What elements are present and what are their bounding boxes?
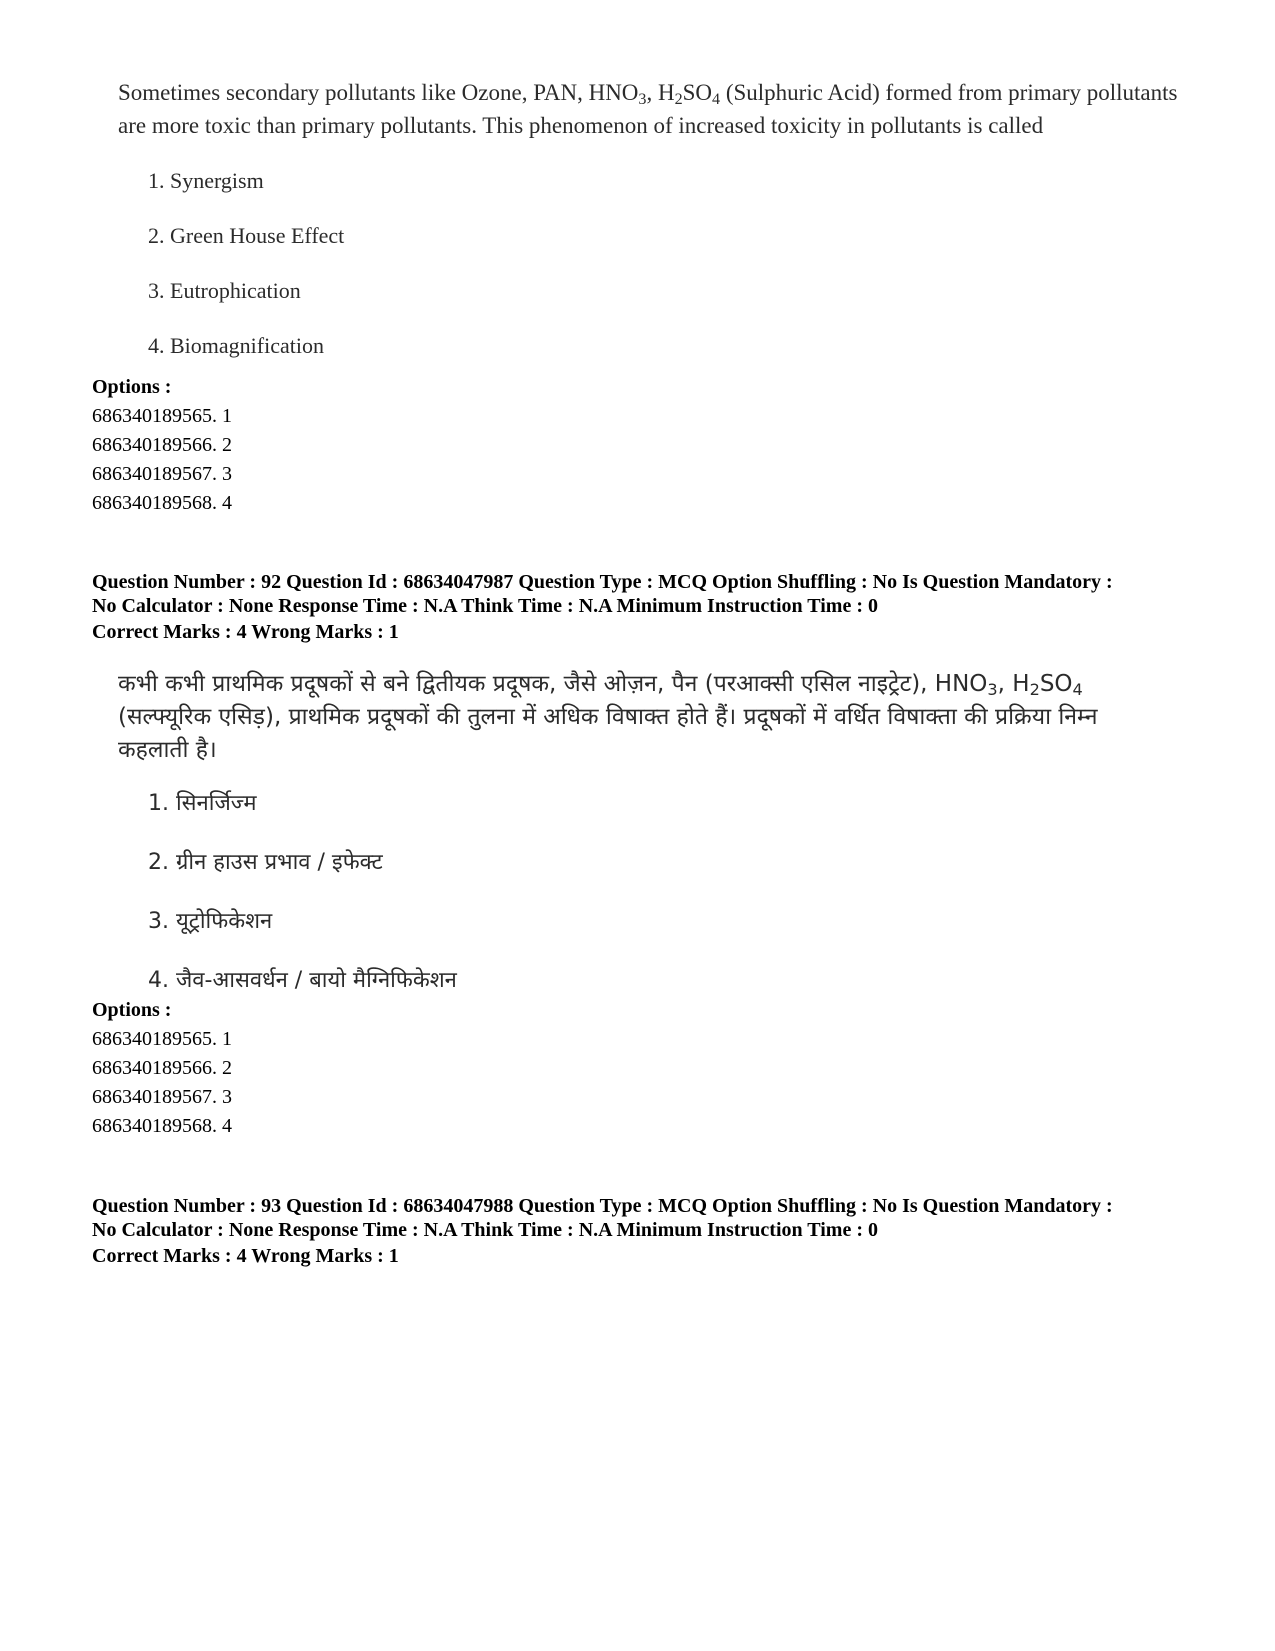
question-92-choices — [118, 775, 1168, 1011]
option-id: 686340189565. 1 — [92, 405, 232, 427]
question-91-text: Sometimes secondary pollutants like Ozone, PAN, $HNO_3$, $H_2SO_4$ (Sulphuric Acid) formed from primary pollutants are more toxic than primary pollutants. This phenomenon of increased toxicity in pollutants is called — [118, 80, 1178, 138]
choice-item: 4. जैव-आसवर्धन / बायो मैग्निफिकेशन — [148, 968, 457, 993]
choice-item: 4. Biomagnification — [148, 333, 324, 358]
choice-item: 2. ग्रीन हाउस प्रभाव / इफेक्ट — [148, 850, 383, 875]
question-91-choices — [118, 152, 1178, 372]
option-id: 686340189567. 3 — [92, 463, 232, 485]
options-label: Options : — [92, 999, 172, 1021]
option-id: 686340189567. 3 — [92, 1086, 232, 1108]
question-91-content — [118, 76, 1178, 372]
question-92-content — [118, 668, 1168, 1011]
question-92-text: कभी कभी प्राथमिक प्रदूषकों से बने द्वितीयक प्रदूषक, जैसे ओज़न, पैन (परआक्सी एसिल नाइट्रेट), $HNO_3$, $H_2SO_4$ (सल्फ्यूरिक एसिड़), प्राथमिक प्रदूषकों की तुलना में अधिक विषाक्त होते हैं। प्रदूषकों में वर्धित विषाक्ता की प्रक्रिया निम्न कहलाती है। — [118, 671, 1098, 763]
choice-item: 1. सिनर्जिज्म — [148, 791, 257, 816]
question-meta: No Calculator : None Response Time : N.A Think Time : N.A Minimum Instruction Time : 0 — [92, 595, 878, 617]
option-id: 686340189565. 1 — [92, 1028, 232, 1050]
option-id: 686340189566. 2 — [92, 434, 232, 456]
question-92-header — [92, 570, 1202, 646]
question-marks: Correct Marks : 4 Wrong Marks : 1 — [92, 1245, 399, 1267]
choice-item: 1. Synergism — [148, 168, 264, 193]
question-meta: Question Number : 92 Question Id : 68634047987 Question Type : MCQ Option Shuffling : No Is Question Mandatory : — [92, 571, 1113, 593]
choice-item: 3. यूट्रोफिकेशन — [148, 909, 273, 934]
option-id: 686340189568. 4 — [92, 1115, 232, 1137]
question-meta: No Calculator : None Response Time : N.A Think Time : N.A Minimum Instruction Time : 0 — [92, 1219, 878, 1241]
question-marks: Correct Marks : 4 Wrong Marks : 1 — [92, 621, 399, 643]
question-meta: Question Number : 93 Question Id : 68634047988 Question Type : MCQ Option Shuffling : No Is Question Mandatory : — [92, 1195, 1113, 1217]
choice-item: 2. Green House Effect — [148, 223, 345, 248]
options-label: Options : — [92, 376, 172, 398]
option-id: 686340189566. 2 — [92, 1057, 232, 1079]
question-92-options — [92, 996, 232, 1141]
question-93-header — [92, 1194, 1202, 1270]
choice-item: 3. Eutrophication — [148, 278, 301, 303]
question-91-options — [92, 373, 232, 518]
option-id: 686340189568. 4 — [92, 492, 232, 514]
